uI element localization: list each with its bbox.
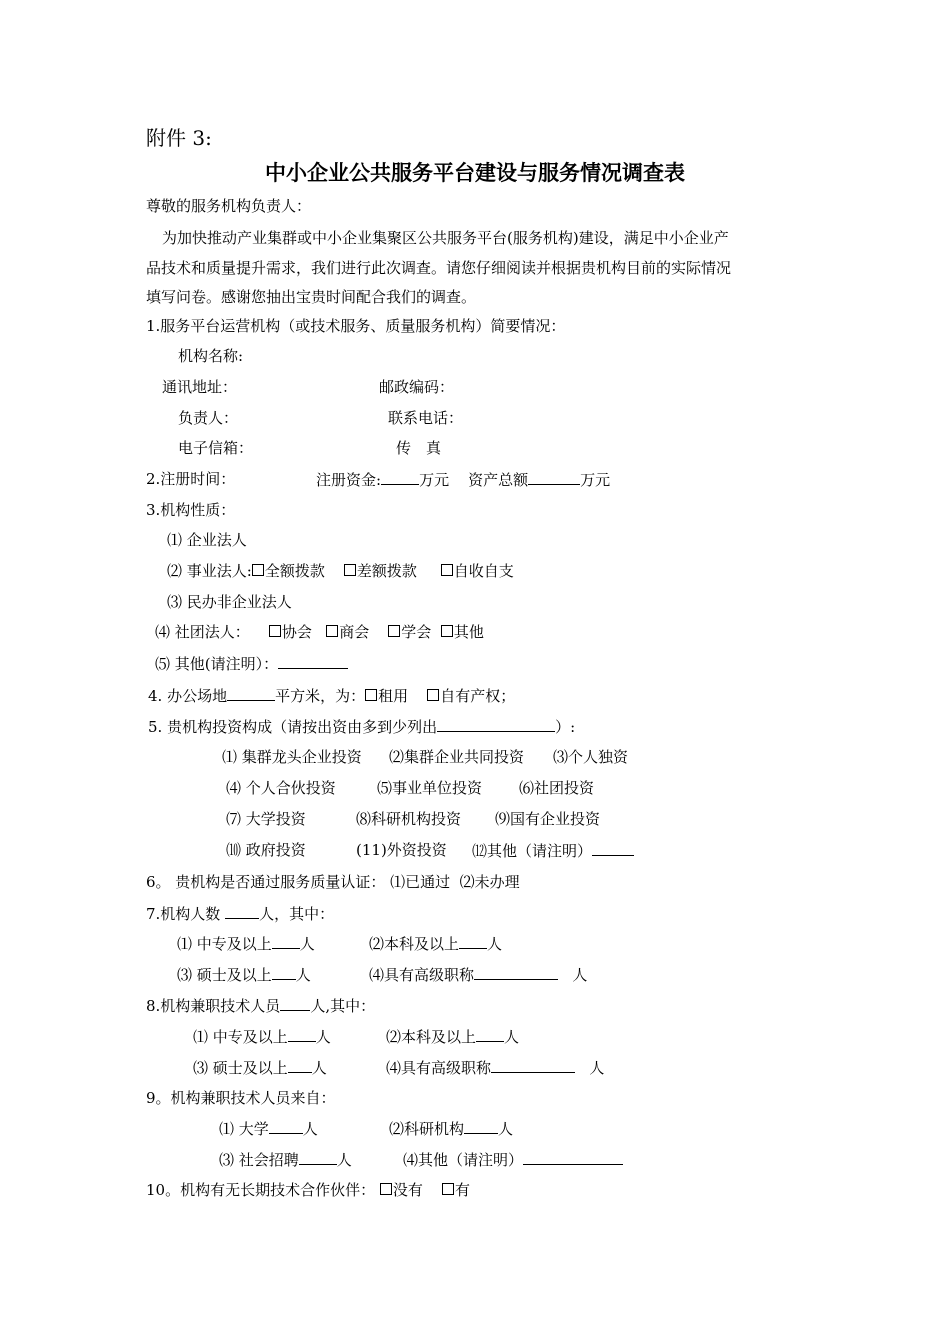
- intro-line-1: 为加快推动产业集群或中小企业集聚区公共服务平台(服务机构)建设，满足中小企业产: [162, 229, 729, 247]
- q5-r3-b: ⑻科研机构投资: [356, 810, 462, 828]
- q2-unit2: 万元: [580, 471, 611, 489]
- q3-o4d: 其他: [453, 623, 484, 641]
- q9-b: ⑵科研机构: [389, 1120, 465, 1138]
- q5-r4-a: ⑽ 政府投资: [226, 841, 306, 859]
- q5-label: 5. 贵机构投资构成（请按出资由多到少列出: [148, 718, 438, 736]
- q9-c-row: [219, 1149, 352, 1170]
- q2-unit1: 万元: [419, 471, 450, 489]
- q9-a-row: [219, 1118, 318, 1139]
- q2-capital-label: 注册资金:: [316, 471, 382, 489]
- q9-b-row: [389, 1118, 513, 1139]
- q8-c: ⑶ 硕士及以上: [193, 1059, 288, 1077]
- q8-unit-d: 人: [589, 1059, 605, 1077]
- q9-label: 9。机构兼职技术人员来自：: [146, 1089, 336, 1107]
- q3-option-5: [155, 653, 348, 674]
- q10-a: 没有: [392, 1181, 423, 1199]
- q9-a: ⑴ 大学: [219, 1120, 269, 1138]
- blank[interactable]: [491, 1057, 575, 1073]
- q5-r4-c-row: [472, 840, 634, 861]
- q3-option-2-label: ⑵ 事业法人:: [167, 562, 252, 580]
- q1-email-label: 电子信箱：: [178, 439, 254, 457]
- q7-after: 人，其中：: [259, 905, 335, 923]
- q7-a-row: [177, 933, 315, 954]
- q5-row: [148, 716, 575, 737]
- q5-r4-c: ⑿其他（请注明）: [472, 842, 593, 860]
- q3-o2c: 自收自支: [453, 562, 514, 580]
- investment-blank[interactable]: [437, 716, 555, 732]
- checkbox[interactable]: [427, 689, 439, 701]
- q2-label: 2.注册时间：: [146, 470, 236, 488]
- q7-c-row: [177, 964, 311, 985]
- q7-label: 7.机构人数: [146, 905, 221, 923]
- staff-blank[interactable]: [225, 903, 259, 919]
- q3-label: 3.机构性质：: [146, 501, 236, 519]
- area-blank[interactable]: [227, 685, 275, 701]
- q4-row: [148, 685, 515, 706]
- checkbox[interactable]: [442, 1183, 454, 1195]
- blank[interactable]: [272, 964, 296, 980]
- intro-line-3: 填写问卷。感谢您抽出宝贵时间配合我们的调查。: [146, 288, 477, 306]
- q1-postcode-label: 邮政编码：: [379, 378, 455, 396]
- capital-blank[interactable]: [381, 469, 419, 485]
- blank[interactable]: [474, 964, 558, 980]
- checkbox[interactable]: [344, 564, 356, 576]
- q9-unit-c: 人: [336, 1151, 352, 1169]
- q8-d: ⑷具有高级职称: [386, 1059, 492, 1077]
- part-time-blank[interactable]: [280, 995, 310, 1011]
- blank[interactable]: [464, 1118, 498, 1134]
- q5-end: ）:: [555, 718, 576, 736]
- q3-o2b: 差额拨款: [356, 562, 417, 580]
- q8-d-row: [386, 1057, 604, 1078]
- q4-label: 4. 办公场地: [148, 687, 228, 705]
- q6-label: 6。 贵机构是否通过服务质量认证：: [146, 873, 386, 891]
- q7-a: ⑴ 中专及以上: [177, 935, 272, 953]
- q5-r2-c: ⑹社团投资: [519, 779, 595, 797]
- other-investment-blank[interactable]: [592, 840, 634, 856]
- q1-fax-label: 传 真: [396, 439, 442, 457]
- q8-b: ⑵本科及以上: [386, 1028, 477, 1046]
- q1-label: 1.服务平台运营机构（或技术服务、质量服务机构）简要情况：: [146, 317, 566, 335]
- q3-o4c: 学会: [401, 623, 432, 641]
- blank[interactable]: [476, 1026, 504, 1042]
- intro-line-2: 品技术和质量提升需求，我们进行此次调查。请您仔细阅读并根据贵机构目前的实际情况: [146, 259, 732, 277]
- checkbox[interactable]: [380, 1183, 392, 1195]
- q8-c-row: [193, 1057, 327, 1078]
- q2-assets-label: 资产总额: [468, 471, 529, 489]
- q8-unit-c: 人: [311, 1059, 327, 1077]
- q9-unit-b: 人: [498, 1120, 514, 1138]
- q10-label: 10。机构有无长期技术合作伙伴：: [146, 1181, 376, 1199]
- checkbox[interactable]: [365, 689, 377, 701]
- q5-r3-a: ⑺ 大学投资: [226, 810, 306, 828]
- q7-b-row: [369, 933, 502, 954]
- q7-b: ⑵本科及以上: [369, 935, 460, 953]
- q5-r1-c: ⑶个人独资: [553, 748, 629, 766]
- q3-option-1: ⑴ 企业法人: [167, 531, 247, 549]
- q5-r4-b: (11)外资投资: [356, 841, 447, 859]
- assets-blank[interactable]: [528, 469, 580, 485]
- q3-option-2: [167, 561, 514, 581]
- q7-unit-d: 人: [572, 966, 588, 984]
- checkbox[interactable]: [326, 625, 338, 637]
- q7-unit-c: 人: [295, 966, 311, 984]
- q5-r1-b: ⑵集群企业共同投资: [389, 748, 525, 766]
- q8-a: ⑴ 中专及以上: [193, 1028, 288, 1046]
- blank[interactable]: [269, 1118, 303, 1134]
- q5-r2-b: ⑸事业单位投资: [377, 779, 483, 797]
- q8-b-row: [386, 1026, 519, 1047]
- q1-address-label: 通讯地址：: [162, 378, 238, 396]
- q9-c: ⑶ 社会招聘: [219, 1151, 299, 1169]
- blank[interactable]: [288, 1026, 316, 1042]
- q9-d-row: [403, 1149, 623, 1170]
- q2-capital-row: [316, 469, 610, 490]
- q4-b: 自有产权；: [440, 687, 516, 705]
- checkbox[interactable]: [388, 625, 400, 637]
- q1-phone-label: 联系电话：: [388, 409, 464, 427]
- greeting: 尊敬的服务机构负责人：: [146, 197, 312, 215]
- q3-option-4: [155, 622, 484, 642]
- q4-unit: 平方米，为：: [275, 687, 366, 705]
- q6-row: [146, 872, 520, 892]
- q8-a-row: [193, 1026, 331, 1047]
- q5-r3-c: ⑼国有企业投资: [495, 810, 601, 828]
- q6-a: ⑴已通过: [390, 873, 451, 891]
- q8-unit-b: 人: [504, 1028, 520, 1046]
- q1-name-label: 机构名称:: [178, 347, 244, 365]
- q7-row: [146, 903, 334, 924]
- q7-d: ⑷具有高级职称: [369, 966, 475, 984]
- q7-unit-b: 人: [487, 935, 503, 953]
- q3-option-5-label: ⑸ 其他(请注明）：: [155, 655, 279, 673]
- q3-o2a: 全额拨款: [264, 562, 325, 580]
- q4-a: 租用: [378, 687, 409, 705]
- q5-r1-a: ⑴ 集群龙头企业投资: [222, 748, 362, 766]
- checkbox[interactable]: [252, 564, 264, 576]
- q9-d: ⑷其他（请注明）: [403, 1151, 524, 1169]
- q8-label: 8.机构兼职技术人员: [146, 997, 281, 1015]
- attachment-label: 附件 3:: [146, 126, 212, 150]
- checkbox[interactable]: [441, 564, 453, 576]
- q3-o4a: 协会: [281, 623, 312, 641]
- q3-option-3: ⑶ 民办非企业法人: [167, 593, 292, 611]
- q6-b: ⑵未办理: [459, 873, 520, 891]
- q1-person-label: 负责人：: [178, 409, 239, 427]
- other-blank[interactable]: [278, 653, 348, 669]
- q10-row: [146, 1180, 470, 1200]
- q8-unit-a: 人: [315, 1028, 331, 1046]
- q3-o4b: 商会: [339, 623, 370, 641]
- q3-option-4-label: ⑷ 社团法人：: [155, 623, 250, 641]
- page-title: 中小企业公共服务平台建设与服务情况调查表: [265, 161, 685, 185]
- blank[interactable]: [288, 1057, 312, 1073]
- checkbox[interactable]: [441, 625, 453, 637]
- blank[interactable]: [272, 933, 300, 949]
- blank[interactable]: [523, 1149, 623, 1165]
- q8-after: 人,其中：: [310, 997, 376, 1015]
- blank[interactable]: [299, 1149, 337, 1165]
- q10-b: 有: [454, 1181, 470, 1199]
- q8-row: [146, 995, 375, 1016]
- q5-r2-a: ⑷ 个人合伙投资: [226, 779, 336, 797]
- q7-d-row: [369, 964, 587, 985]
- checkbox[interactable]: [269, 625, 281, 637]
- blank[interactable]: [459, 933, 487, 949]
- q7-c: ⑶ 硕士及以上: [177, 966, 272, 984]
- q9-unit-a: 人: [302, 1120, 318, 1138]
- q7-unit-a: 人: [299, 935, 315, 953]
